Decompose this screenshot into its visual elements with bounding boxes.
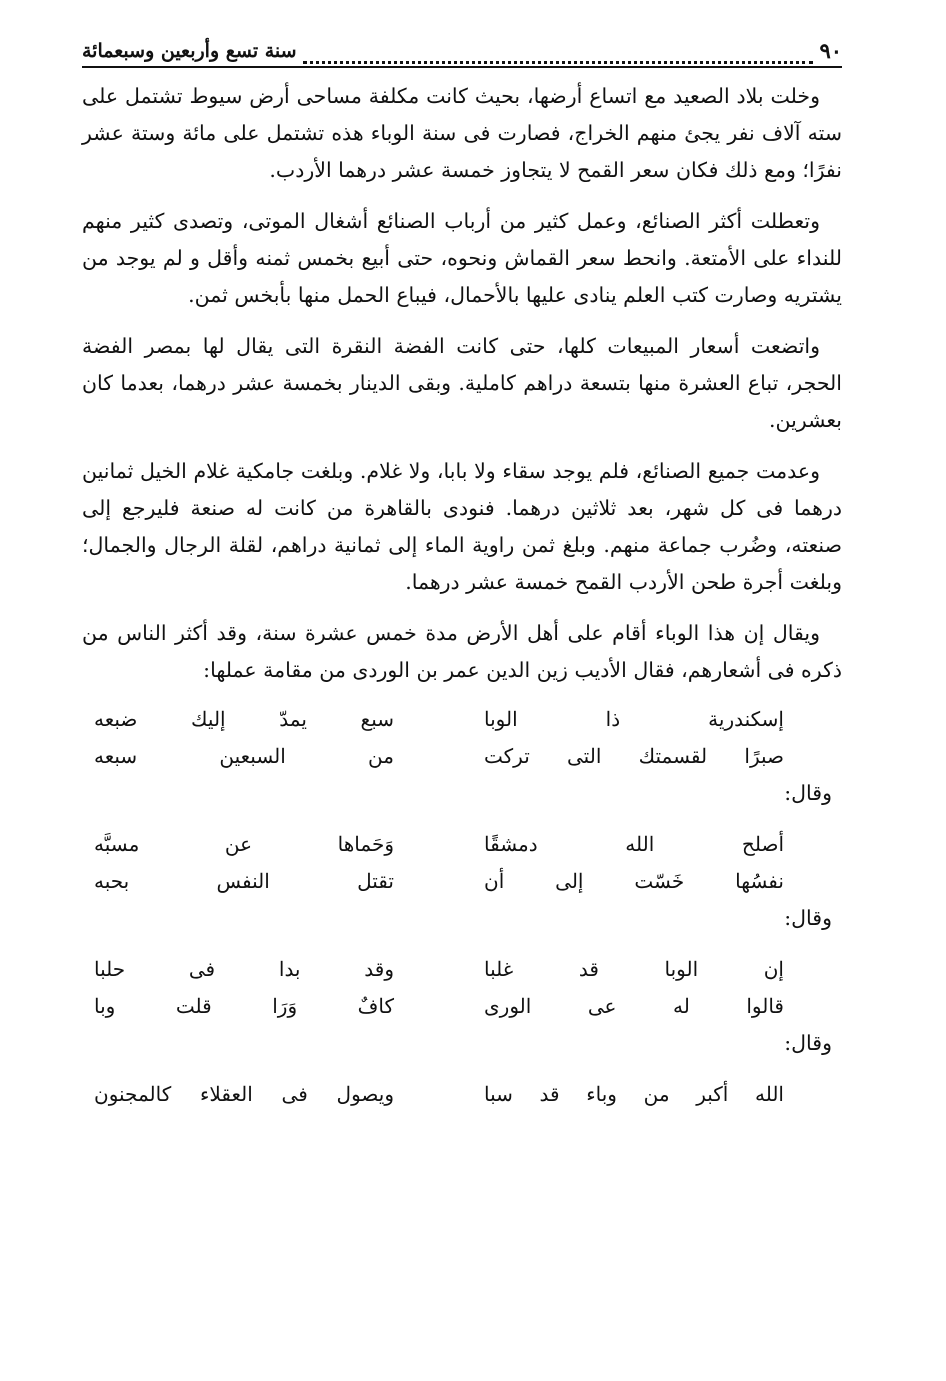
poem: [82, 701, 842, 775]
verse-second-hemistich: كافٌ وَرَا قلت وبا: [94, 994, 394, 1018]
verse-line: [82, 738, 842, 775]
verse-first-hemistich: إسكندرية ذا الوبا: [484, 707, 784, 731]
verse-first-hemistich: إن الوبا قد غلبا: [484, 957, 784, 981]
verse-second-hemistich: سبع يمدّ إليك ضبعه: [94, 707, 394, 731]
verse-first-hemistich: الله أكبر من وباء قد سبا: [484, 1082, 784, 1106]
paragraph: وخلت بلاد الصعيد مع اتساع أرضها، بحيث كانت مكلفة مساحى أرض سيوط تشتمل على سته آلاف نفر يجئ منهم الخراج، فصارت فى سنة الوباء هذه تشتمل على مائة وستة عشر نفرًا؛ ومع ذلك فكان سعر القمح لا يتجاوز خمسة عشر درهما الأردب.: [82, 84, 842, 182]
book-page: [82, 28, 842, 1113]
paragraph: ويقال إن هذا الوباء أقام على أهل الأرض مدة خمس عشرة سنة، وقد أكثر الناس من ذكره فى أشعارهم، فقال الأديب زين الدين عمر بن الوردى من مقامة عملها:: [82, 621, 842, 682]
poem: [82, 1076, 842, 1113]
verse-second-hemistich: وقد بدا فى حلبا: [94, 957, 394, 981]
poem-intro: وقال:: [784, 781, 832, 805]
verse-second-hemistich: ويصول فى العقلاء كالمجنون: [94, 1082, 394, 1106]
page-number: ٩٠: [819, 38, 842, 63]
verse-line: [82, 863, 842, 900]
verse-first-hemistich: نفسُها خَسّت إلى أن: [484, 869, 784, 893]
poem: [82, 826, 842, 900]
verse-line: [82, 988, 842, 1025]
verse-line: [82, 951, 842, 988]
paragraph: واتضعت أسعار المبيعات كلها، حتى كانت الفضة النقرة التى يقال لها بمصر الفضة الحجر، تباع العشرة منها بتسعة دراهم كاملية. وبقى الدينار بخمسة عشر درهما، بعدما كان بعشرين.: [82, 334, 842, 432]
verse-line: [82, 701, 842, 738]
paragraph: وتعطلت أكثر الصنائع، وعمل كثير من أرباب الصنائع أشغال الموتى، وتصدى كثير منهم للنداء على الأمتعة. وانحط سعر القماش ونحوه، حتى أبيع بخمس ثمنه وأقل و لم يوجد من يشتريه وصارت كتب العلم ينادى عليها بالأحمال، فيباع الحمل منها بأبخس ثمن.: [82, 209, 842, 307]
poem-intro: وقال:: [784, 1031, 832, 1055]
poem: [82, 951, 842, 1025]
paragraph: وعدمت جميع الصنائع، فلم يوجد سقاء ولا بابا، ولا غلام. وبلغت جامكية غلام الخيل ثمانين درهما فى كل شهر، بعد ثلاثين درهما. فنودى بالقاهرة من كانت له صنعة فليرجع إلى صنعته، وضُرب جماعة منهم. وبلغ ثمن راوية الماء إلى ثمانية دراهم، لقلة الرجال والجمال؛ وبلغت أجرة طحن الأردب القمح خمسة عشر درهما.: [82, 459, 842, 594]
header-dot-leader: [303, 45, 814, 64]
verse-line: [82, 826, 842, 863]
verse-second-hemistich: من السبعين سبعه: [94, 744, 394, 768]
page-header: [82, 28, 842, 68]
running-title: سنة تسع وأربعين وسبعمائة: [82, 40, 297, 62]
poem-intro: وقال:: [784, 906, 832, 930]
verse-second-hemistich: تقتل النفس بحبه: [94, 869, 394, 893]
verse-first-hemistich: أصلح الله دمشقًا: [484, 832, 784, 856]
verse-line: [82, 1076, 842, 1113]
verse-second-hemistich: وَحَماها عن مسبَّه: [94, 832, 394, 856]
verse-first-hemistich: قالوا له عى الورى: [484, 994, 784, 1018]
verse-first-hemistich: صبرًا لقسمتك التى تركت: [484, 744, 784, 768]
